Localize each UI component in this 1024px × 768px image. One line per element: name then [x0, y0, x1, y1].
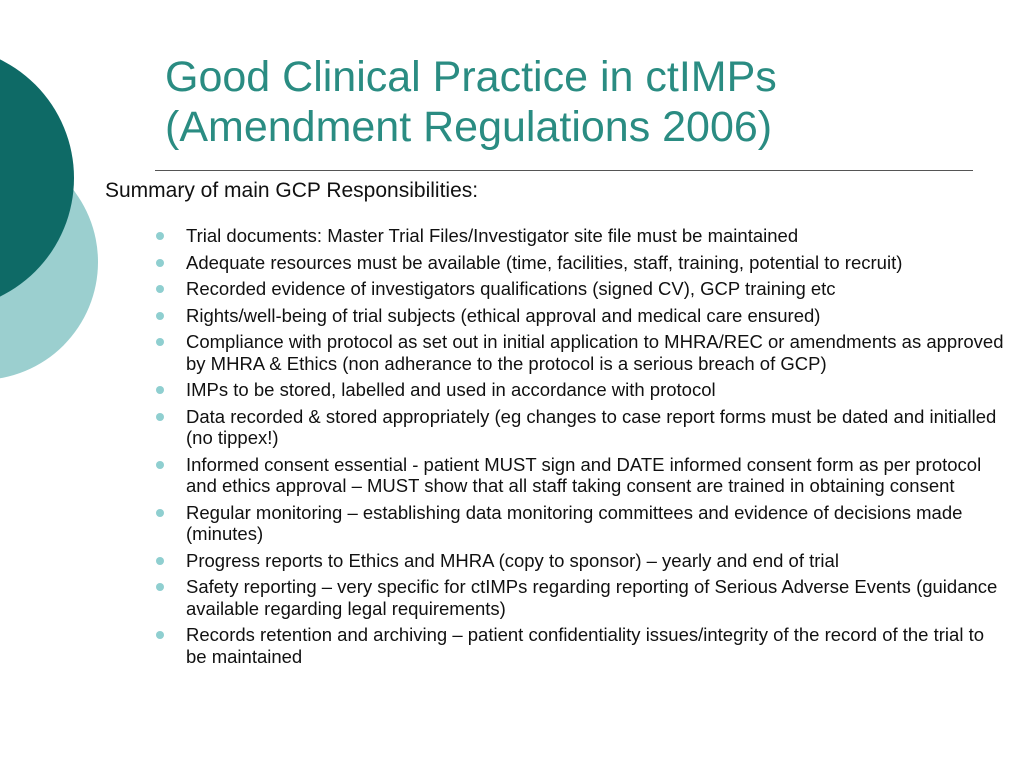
- bullet-list: [186, 225, 1006, 672]
- bullet-item: [186, 624, 1006, 667]
- bullet-dot-icon: [156, 557, 164, 565]
- bullet-text: Records retention and archiving – patient confidentiality issues/integrity of the record of the trial to be maintained: [186, 624, 984, 667]
- bullet-text: Informed consent essential - patient MUST sign and DATE informed consent form as per protocol and ethics approval – MUST show that all staff taking consent are trained in obtaining consent: [186, 453, 982, 496]
- bullet-text: Safety reporting – very specific for ctIMPs regarding reporting of Serious Adverse Events (guidance available regarding legal requirements): [186, 576, 998, 619]
- bullet-dot-icon: [156, 461, 164, 469]
- bullet-dot-icon: [156, 631, 164, 639]
- bullet-text: Trial documents: Master Trial Files/Investigator site file must be maintained: [186, 225, 799, 246]
- bullet-item: [186, 406, 1006, 449]
- bullet-dot-icon: [156, 338, 164, 346]
- bullet-text: IMPs to be stored, labelled and used in accordance with protocol: [186, 379, 716, 400]
- bullet-dot-icon: [156, 259, 164, 267]
- bullet-item: [186, 331, 1006, 374]
- title-divider: [155, 170, 973, 171]
- bullet-dot-icon: [156, 386, 164, 394]
- bullet-text: Data recorded & stored appropriately (eg changes to case report forms must be dated and initialled (no tippex!): [186, 405, 997, 448]
- bullet-text: Compliance with protocol as set out in initial application to MHRA/REC or amendments as approved by MHRA & Ethics (non adherance to the protocol is a serious breach of GCP): [186, 331, 1004, 374]
- bullet-text: Recorded evidence of investigators qualifications (signed CV), GCP training etc: [186, 278, 836, 299]
- bullet-item: [186, 454, 1006, 497]
- bullet-text: Rights/well-being of trial subjects (ethical approval and medical care ensured): [186, 304, 821, 326]
- bullet-item: [186, 278, 1006, 300]
- bullet-item: [186, 252, 1006, 274]
- bullet-item: [186, 379, 1006, 401]
- bullet-item: [186, 576, 1006, 619]
- section-heading: Summary of main GCP Responsibilities:: [105, 179, 479, 202]
- bullet-text: Regular monitoring – establishing data monitoring committees and evidence of decisions made (minutes): [186, 501, 963, 544]
- slide-title-line-2: (Amendment Regulations 2006): [165, 103, 773, 151]
- bullet-item: [186, 550, 1006, 572]
- slide-title-line-1: Good Clinical Practice in ctIMPs: [165, 53, 777, 101]
- bullet-dot-icon: [156, 413, 164, 421]
- bullet-dot-icon: [156, 232, 164, 240]
- decorative-circles: [0, 0, 120, 420]
- bullet-dot-icon: [156, 509, 164, 517]
- bullet-item: [186, 502, 1006, 545]
- bullet-dot-icon: [156, 285, 164, 293]
- bullet-dot-icon: [156, 583, 164, 591]
- bullet-text: Adequate resources must be available (time, facilities, staff, training, potential to recruit): [186, 251, 903, 273]
- bullet-text: Progress reports to Ethics and MHRA (copy to sponsor) – yearly and end of trial: [186, 549, 839, 571]
- bullet-item: [186, 225, 1006, 247]
- slide-title: [165, 52, 777, 152]
- bullet-item: [186, 305, 1006, 327]
- bullet-dot-icon: [156, 312, 164, 320]
